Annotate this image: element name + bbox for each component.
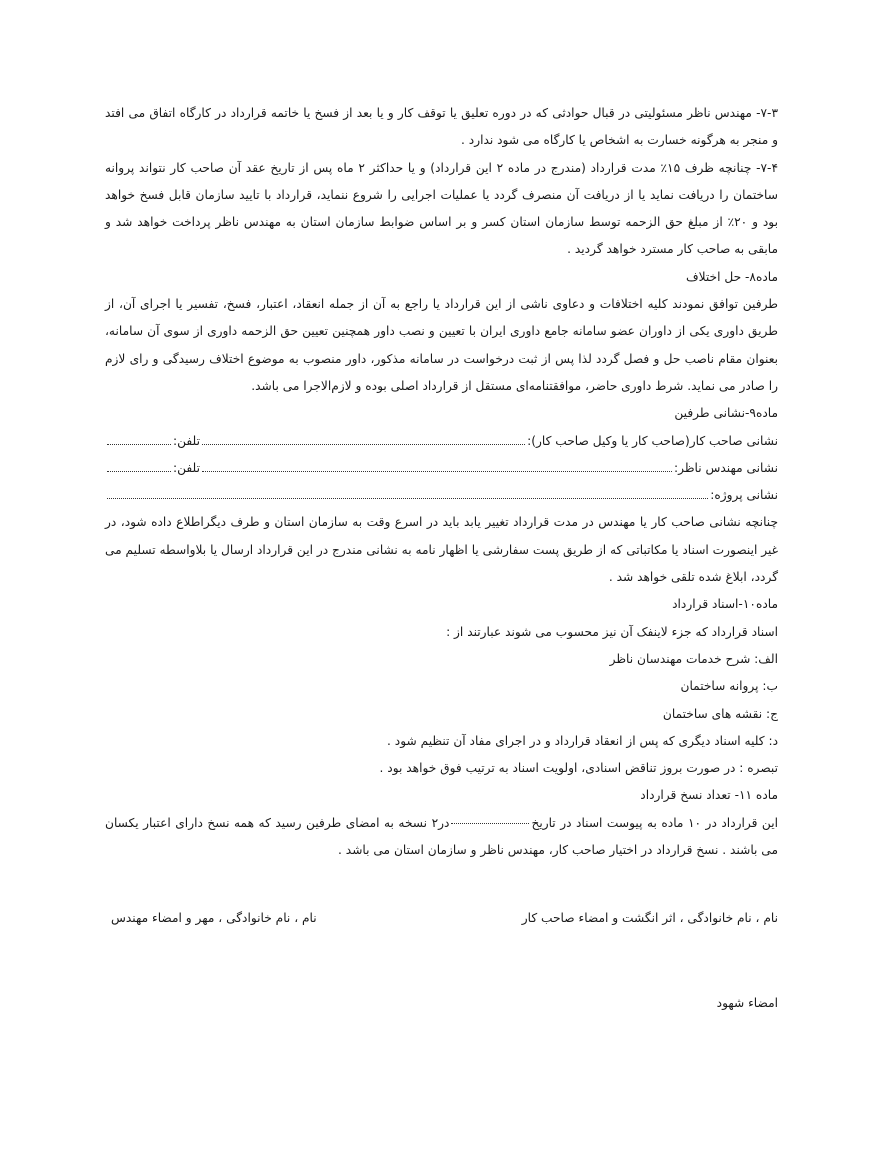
owner-address-row xyxy=(105,428,778,455)
contract-page xyxy=(105,100,778,864)
doc-item: د: کلیه اسناد دیگری که پس از انعقاد قرارداد و در اجرای مفاد آن تنظیم شود . xyxy=(387,733,778,748)
doc-item: ب: پروانه ساختمان xyxy=(680,679,778,694)
article-8-text: طرفین توافق نمودند کلیه اختلافات و دعاوی ناشی از این قرارداد یا راجع به آن از جمله انعقاد، اعتبار، فسخ، تفسیر یا اجرای آن، از طریق داوری یکی از داوران عضو سامانه جامع داوری ایران با تعیین و نصب داور همچنین تعیین حق الزحمه داوری از سوی آن سامانه، بعنوان مقام ناصب حل و فصل گردد لذا پس از ثبت درخواست در سامانه مذکور، داور منصوب به موضوع اختلاف رسیدگی و رای لازم را صادر می نماید. شرط داوری حاضر، موافقتنامه‌ای مستقل از قرارداد اصلی بوده و لازم‌الاجرا می باشد. xyxy=(105,297,778,393)
engineer-phone-label: تلفن: xyxy=(173,460,200,475)
engineer-address-label: نشانی مهندس ناظر: xyxy=(673,460,778,475)
article-11-part2: در۲ نسخه به امضای طرفین رسید که همه نسخ دارای اعتبار یکسان می باشند . نسخ قرارداد در اختیار صاحب کار، مهندس ناظر و سازمان استان می باشد . xyxy=(105,815,778,858)
article-9-text: چنانچه نشانی صاحب کار یا مهندس در مدت قرارداد تغییر یابد باید در اسرع وقت به سازمان استان و طرف دیگراطلاع داده شود، در غیر اینصورت اسناد یا مکاتباتی که از طریق پست سفارشی یا اظهار نامه به نشانی مندرج در این قرارداد ارسال یا بلاواسطه تسلیم می گردد، ابلاغ شده تلقی خواهد شد . xyxy=(105,515,778,585)
doc-item: الف: شرح خدمات مهندسان ناظر xyxy=(609,651,778,666)
article-10-intro: اسناد قرارداد که جزء لاینفک آن نیز محسوب می شوند عبارتند از : xyxy=(446,624,778,639)
engineer-signature-label: نام ، نام خانوادگی ، مهر و امضاء مهندس xyxy=(111,911,317,925)
article-9-title: ماده۹-نشانی طرفین xyxy=(674,406,778,421)
project-address-blank[interactable] xyxy=(107,497,708,499)
article-11-text xyxy=(105,810,778,865)
owner-phone-label: تلفن: xyxy=(173,433,200,448)
article-10-title: ماده۱۰-اسناد قرارداد xyxy=(672,597,778,612)
engineer-address-blank[interactable] xyxy=(202,470,672,472)
project-address-row xyxy=(105,482,778,509)
owner-signature-label: نام ، نام خانوادگی ، اثر انگشت و امضاء صاحب کار xyxy=(521,911,778,925)
clause-7-3: ۷-۳- مهندس ناظر مسئولیتی در قبال حوادثی که در دوره تعلیق یا توقف کار و یا بعد از فسخ یا خاتمه قرارداد در کارگاه اتفاق می افتد و منجر به هرگونه خسارت به اشخاص یا کارگاه می شود ندارد . xyxy=(105,106,778,148)
owner-phone-blank[interactable] xyxy=(107,443,171,445)
date-blank[interactable] xyxy=(451,822,529,824)
engineer-phone-blank[interactable] xyxy=(107,470,171,472)
clause-7-4: ۷-۴- چنانچه ظرف ۱۵٪ مدت قرارداد (مندرج در ماده ۲ این قرارداد) و یا حداکثر ۲ ماه پس از تاریخ عقد آن صاحب کار نتواند پروانه ساختمان را دریافت نماید یا از دریافت آن منصرف گردد یا عملیات اجرایی را شروع ننماید، قرارداد با تایید سازمان قابل فسخ خواهد بود و ۲۰٪ از مبلغ حق الزحمه توسط سازمان استان کسر و بر اساس ضوابط سازمان استان به مهندس ناظر پرداخت خواهد شد و مابقی به صاحب کار مسترد خواهد گردید . xyxy=(105,160,778,257)
article-11-title: ماده ۱۱- تعداد نسخ قرارداد xyxy=(640,788,778,803)
project-address-label: نشانی پروژه: xyxy=(710,488,778,503)
article-8-title: ماده۸- حل اختلاف xyxy=(685,269,778,284)
engineer-address-row xyxy=(105,455,778,482)
doc-item: ج: نقشه های ساختمان xyxy=(662,706,778,721)
owner-address-blank[interactable] xyxy=(202,443,525,445)
article-11-part1: این قرارداد در ۱۰ ماده به پیوست اسناد در تاریخ xyxy=(531,815,778,830)
note: تبصره : در صورت بروز تناقض اسنادی، اولویت اسناد به ترتیب فوق خواهد بود . xyxy=(379,761,778,776)
witnesses-signature-label: امضاء شهود xyxy=(716,996,778,1010)
owner-address-label: نشانی صاحب کار(صاحب کار یا وکیل صاحب کار): xyxy=(527,433,778,448)
